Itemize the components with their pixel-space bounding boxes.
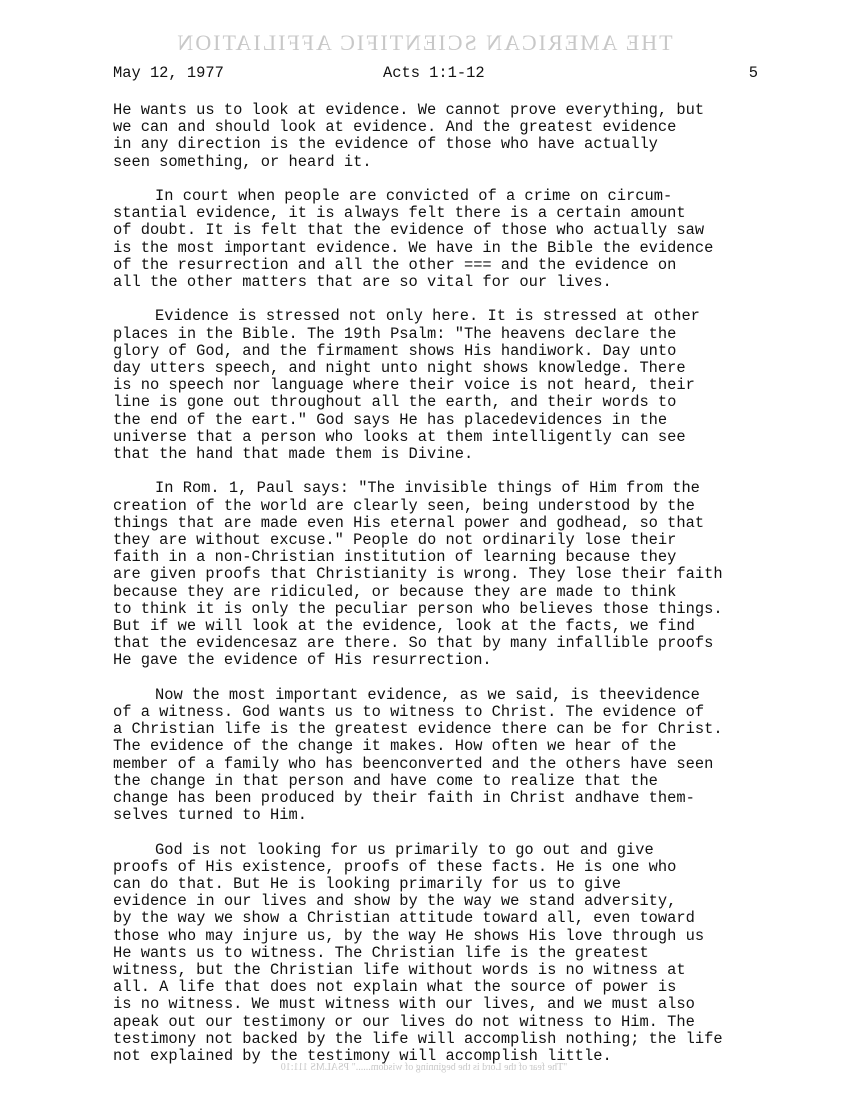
- paragraph: In Rom. 1, Paul says: "The invisible things of Him from the creation of the world are clearly seen, being understood by the things that are made even His eternal power and godhead, so that they are without excuse." People do not ordinarily lose their faith in a non-Christian institution of learning because they are given proofs that Christianity is wrong. They lose their faith because they are ridiculed, or because they are made to think to think it is only the peculiar person who believes those things. But if we will look at the evidence, look at the facts, we find that the evidencesaz are there. So that by many infallible proofs He gave the evidence of His resurrection.: [113, 479, 723, 670]
- sermon-body: [113, 102, 803, 1065]
- paragraph: In court when people are convicted of a crime on circum- stantial evidence, it is always felt there is a certain amount of doubt. It is felt that the evidence of those who actually saw is the most important evidence. We have in the Bible the evidence of the resurrection and all the other === and the evidence on all the other matters that are so vital for our lives.: [113, 187, 714, 292]
- page-number: 5: [748, 64, 758, 82]
- watermark-footer: "The fear of the Lord is the beginning of wisdom......" PSALMS 111:10: [280, 1062, 568, 1073]
- header-date: May 12, 1977: [113, 64, 224, 82]
- paragraph: Now the most important evidence, as we said, is theevidence of a witness. God wants us to witness to Christ. The evidence of a Christian life is the greatest evidence there can be for Christ. The evidence of the change it makes. How often we hear of the member of a family who has beenconverted and the others have seen the change in that person and have come to realize that the change has been produced by their faith in Christ andhave them- selves turned to Him.: [113, 685, 723, 825]
- page-header: [113, 64, 758, 86]
- paragraph: He wants us to look at evidence. We cannot prove everything, but we can and should look at evidence. And the greatest evidence in any direction is the evidence of those who have actually seen something, or heard it.: [113, 101, 705, 171]
- paragraph: Evidence is stressed not only here. It is stressed at other places in the Bible. The 19th Psalm: "The heavens declare the glory of God, and the firmament shows His handiwork. Day unto day utters speech, and night unto night shows knowledge. There is no speech nor language where their voice is not heard, their line is gone out throughout all the earth, and their words to the end of the eart." God says He has placedevidences in the universe that a person who looks at them intelligently can see that the hand that made them is Divine.: [113, 307, 700, 464]
- header-scripture-reference: Acts 1:1-12: [383, 64, 485, 82]
- paragraph: God is not looking for us primarily to go out and give proofs of His existence, proofs of these facts. He is one who can do that. But He is looking primarily for us to give evidence in our lives and show by the way we stand adversity, by the way we show a Christian attitude toward all, even toward those who may injure us, by the way He shows His love through us He wants us to witness. The Christian life is the greatest witness, but the Christian life without words is no witness at all. A life that does not explain what the source of power is is no witness. We must witness with our lives, and we must also apeak out our testimony or our lives do not witness to Him. The testimony not backed by the life will accomplish nothing; the life not explained by the testimony will accomplish little.: [113, 840, 723, 1066]
- watermark-header: THE AMERICAN SCIENTIFIC AFFILIATION: [175, 30, 673, 55]
